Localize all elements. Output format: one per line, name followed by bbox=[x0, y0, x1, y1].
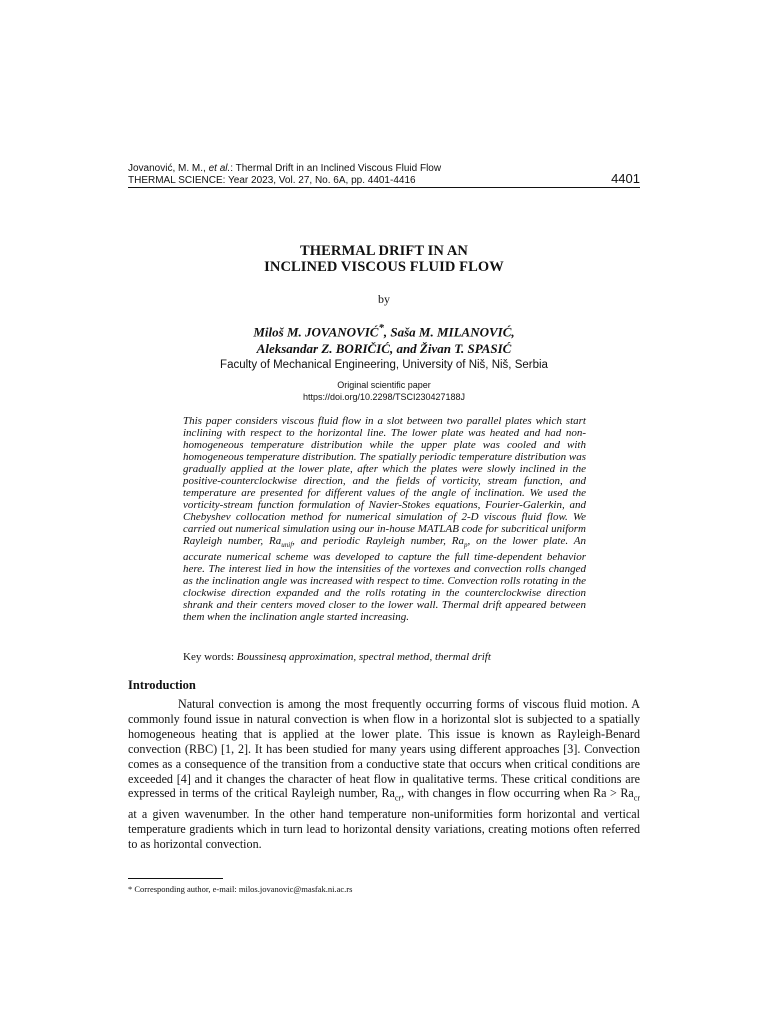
ra-unif-subscript: unif bbox=[281, 541, 293, 550]
corresponding-mark: * bbox=[378, 322, 384, 334]
doi-link[interactable]: https://doi.org/10.2298/TSCI230427188J bbox=[302, 392, 466, 402]
paper-meta bbox=[128, 379, 640, 403]
title-line-1: THERMAL DRIFT IN AN bbox=[299, 243, 468, 259]
intro-paragraph: Natural convection is among the most frequently occurring forms of viscous fluid motion. A commonly found issue in natural convection is when flow in a horizontal slot is subjected to a spatially homogeneous heating that is applied at the lower plate. This issue is known as Rayleigh-Benard convection (RBC) [1, 2]. It has been studied for many years using different approaches [3]. Convection comes as a consequence of the transition from a conductive state that occurs when critical conditions are exceeded [4] and it changes the character of heat flow in qualitative terms. These critical conditions are expressed in terms of the critical Rayleigh number, $Ra_{cr}$, with changes in flow occurring when $Ra > Ra_{cr}$ at a given wavenumber. In the other hand temperature non-uniformities form horizontal and vertical temperature gradients which in turn lead to horizontal density variations, creating motions often referred to as horizontal convection. bbox=[128, 697, 640, 851]
authors-line-2: Aleksandar Z. BORIČIĆ, and Živan T. SPASIĆ bbox=[256, 341, 512, 357]
ra-p-subscript: p bbox=[464, 541, 468, 550]
abstract: This paper considers viscous fluid flow in a slot between two parallel plates which start inclining with respect to the horizontal line. The lower plate was heated and had non-homogeneous temperature distribution while the upper plate was cooled and with homogeneous temperature distribution. The spatially periodic temperature distribution was gradually applied at the lower plate, after which the plates were slowly inclined in the positive-counterclockwise direction, and the fields of vorticity, stream function, and temperature are presented for different values of the angle of inclination. We used the vorticity-stream function formulation of Navier-Stokes equations, Fourier-Galerkin, and Chebyshev collocation method for numerical simulation of 2-D viscous fluid flow. We carried out numerical simulation using our in-house MATLAB code for subcritical uniform Rayleigh number, $Ra_{unif}$, and periodic Rayleigh number, $Ra_p$, on the lower plate. An accurate numerical scheme was developed to capture the full time-dependent behavior here. The interest lied in how the intensities of the vortexes and convection rolls changed as the inclination angle was increased with respect to time. Convection rolls rotating in the clockwise direction expanded and the rolls rotating in the counterclockwise direction shrank and their centers moved closer to the lower wall. Thermal drift appeared between them when the inclination angle started increasing. bbox=[183, 415, 586, 624]
header-citation: Jovanović, M. M., et al.: Thermal Drift in an Inclined Viscous Fluid Flow bbox=[128, 163, 442, 174]
header-journal: THERMAL SCIENCE: Year 2023, Vol. 27, No. 6A, pp. 4401-4416 bbox=[128, 174, 416, 186]
by-label: by bbox=[378, 292, 390, 306]
running-header bbox=[128, 163, 640, 186]
page-number: 4401 bbox=[611, 171, 640, 186]
header-rule bbox=[128, 187, 640, 188]
ra-cr-subscript-2: cr bbox=[633, 793, 640, 803]
paper-type: Original scientific paper bbox=[337, 380, 431, 390]
authors-line-1: Miloš M. JOVANOVIĆ*, Saša M. MILANOVIĆ, bbox=[253, 322, 515, 340]
section-heading: Introduction bbox=[128, 678, 196, 692]
ra-cr-subscript: cr bbox=[394, 793, 402, 803]
keywords-label: Key words: bbox=[183, 651, 237, 663]
title-line-2: INCLINED VISCOUS FLUID FLOW bbox=[264, 259, 504, 275]
keywords-value: Boussinesq approximation, spectral method, thermal drift bbox=[236, 651, 491, 663]
keywords bbox=[183, 651, 586, 664]
author-list bbox=[128, 320, 640, 357]
paper-title bbox=[128, 243, 640, 275]
footnote-rule bbox=[128, 878, 223, 879]
header-etal: et al. bbox=[208, 163, 231, 174]
affiliation: Faculty of Mechanical Engineering, University of Niš, Niš, Serbia bbox=[220, 359, 548, 371]
footnote: * Corresponding author, e-mail: milos.jovanovic@masfak.ni.ac.rs bbox=[128, 884, 353, 894]
